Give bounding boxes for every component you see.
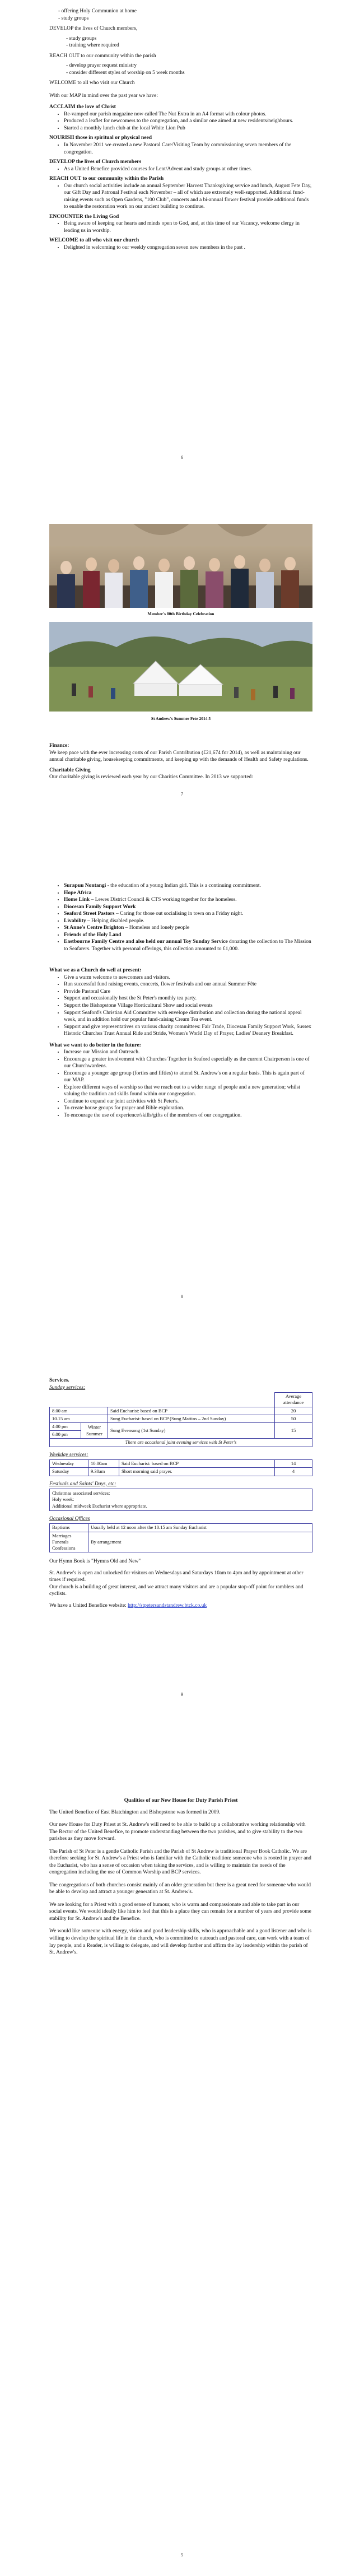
reach-sub-list xyxy=(49,62,312,76)
charity-name: Seaford Street Pastors xyxy=(64,911,115,917)
paragraph: We are looking for a Priest with a good sense of humour, who is warm and compassionate and able to take part in our social events. We would ideally like him to feel that this is a place they can remain for a number of years and provide some stability for St. Andrew's and the Benefice. xyxy=(49,1901,311,1922)
service-name: Short morning said prayer. xyxy=(119,1468,275,1476)
reach-list xyxy=(49,183,312,211)
services-heading xyxy=(49,1377,312,1384)
charity-desc: – Caring for those out socialising in town on a Friday night. xyxy=(114,911,244,917)
charity-name: Livability xyxy=(64,918,86,924)
list-item xyxy=(64,932,312,939)
list-item: • Give a warm welcome to newcomers and visitors. xyxy=(64,974,312,982)
list-item: - study groups xyxy=(66,35,312,43)
giving-heading xyxy=(49,767,312,774)
list-item: • In November 2011 we created a new Pastoral Care/Visiting Team by commissioning seven members of the congregation. xyxy=(64,142,312,156)
service-name: Sung Evensong (1st Sunday) xyxy=(108,1422,275,1438)
list-item: • Continue to expand our joint activities with St Peter's. xyxy=(64,1098,312,1105)
table-row xyxy=(50,1422,312,1430)
website-line xyxy=(49,1602,312,1610)
finance-heading xyxy=(49,742,312,750)
hymn-text: Our Hymn Book is "Hymns Old and New" xyxy=(49,1559,141,1565)
better-heading-text: What we want to do better in the future: xyxy=(49,1042,141,1048)
charity-desc: donating the collection to The Mission to Seafarers. Together with personal offerings, this collection amounted to £1,000. xyxy=(64,939,311,952)
charity-desc: – Homeless and lonely people xyxy=(124,925,190,931)
sunday-services-table xyxy=(49,1392,312,1447)
list-item: • To create house groups for prayer and Bible exploration. xyxy=(64,1105,312,1112)
joint-service-note: There are occasional joint evening services with St Peter's xyxy=(50,1439,312,1447)
page-number: 7 xyxy=(181,792,183,797)
open-text-2: Our church is a building of great interest, and we attract many visitors and are a popular stop-off point for ramblers and cyclists. xyxy=(49,1584,304,1597)
list-item: - develop prayer request ministry xyxy=(66,62,312,69)
website-link[interactable]: http://stpetersandstandrew.btck.co.uk xyxy=(128,1602,207,1608)
occasional-offices-table xyxy=(49,1523,312,1552)
charity-desc: - the education of a young Indian girl. This is a continuing commitment. xyxy=(106,883,261,889)
reach-heading-text: REACH OUT to our community within the Parish xyxy=(49,176,164,182)
festival-line: Christmas associated services: xyxy=(52,1490,110,1496)
weekday-heading xyxy=(49,1452,312,1459)
list-item: • To encourage the use of experience/skills/gifts of the members of our congregation. xyxy=(64,1112,312,1119)
service-name: Said Eucharist: based on BCP xyxy=(108,1407,275,1415)
list-item: - offering Holy Communion at home xyxy=(58,8,312,15)
list-item: • As a United Benefice provided courses for Lent/Advent and study groups at other times. xyxy=(64,166,312,173)
charity-desc: – Lewes District Council & CTS working together for the homeless. xyxy=(90,897,237,903)
list-item xyxy=(64,904,312,911)
page-6-content xyxy=(49,8,312,254)
birthday-photo-image xyxy=(49,524,312,608)
well-heading xyxy=(49,967,312,974)
weekday-services-table xyxy=(49,1459,312,1476)
charity-name: St Anne's Centre Brighton xyxy=(64,925,124,931)
summer-fete-photo xyxy=(49,622,312,712)
welcome-list xyxy=(49,244,312,252)
charity-name: Eastbourne Family Centre and also held our annual Toy Sunday Service xyxy=(64,939,228,945)
page-number: 6 xyxy=(181,455,183,460)
develop-sub-list xyxy=(49,35,312,49)
blank-cell xyxy=(108,1393,275,1407)
list-item: • Encourage a younger age group (forties and fifties) to attend St. Andrew's on a regular basis. This is again part of our MAP. xyxy=(64,1070,312,1084)
list-item: • Support Seaford's Christian Aid Committee with envelope distribution and collection during the national appeal week, and in addition hold our popular fund-raising Cream Tea event. xyxy=(64,1010,312,1024)
nourish-list xyxy=(49,142,312,156)
charity-desc: – Helping disabled people. xyxy=(86,918,144,924)
charity-list xyxy=(49,882,312,952)
charity-name: Hope Africa xyxy=(64,890,92,896)
list-item xyxy=(64,938,312,952)
list-item xyxy=(64,896,312,904)
list-item: • Explore different ways of worship so that we reach out to a wider range of people and a new generation; whilst valuing the tradition and skills found within our congregation. xyxy=(64,1084,312,1098)
better-heading xyxy=(49,1042,312,1049)
list-item: • Support and occasionally host the St Peter's monthly tea party. xyxy=(64,995,312,1002)
fete-photo-image xyxy=(49,622,312,712)
list-item xyxy=(64,910,312,918)
welcome-line: WELCOME to all who visit our Church xyxy=(49,80,135,86)
qualities-section xyxy=(49,1797,312,1962)
list-item: • Run successful fund raising events, concerts, flower festivals and our annual Summer Fête xyxy=(64,981,312,988)
service-day: Wednesday xyxy=(50,1460,88,1468)
qualities-title: Qualities of our New House for Duty Parish Priest xyxy=(124,1798,238,1803)
reach-line: REACH OUT to our community within the parish xyxy=(49,53,156,59)
charity-name: Diocesan Family Support Work xyxy=(64,904,136,910)
well-list xyxy=(49,974,312,1038)
nourish-heading-text: NOURISH those in spiritual or physical need xyxy=(49,135,152,141)
season-winter: Winter xyxy=(87,1424,101,1430)
weekday-heading-text: Weekday services: xyxy=(49,1452,88,1458)
occasional-heading xyxy=(49,1515,312,1523)
blank-cell xyxy=(50,1393,81,1407)
birthday-celebration-photo xyxy=(49,524,312,608)
acclaim-heading-text: ACCLAIM the love of Christ xyxy=(49,104,116,110)
sunday-heading xyxy=(49,1384,312,1392)
office-label: Baptisms xyxy=(50,1524,88,1532)
list-item: • Our church social activities include an annual September Harvest Thanksgiving service and lunch, August Fete Day, our Gift Day and Patronal Festival each November – all of which are extremely well-supported. Additional fund-raising events such as Open Gardens, "100 Club", concerts and a bi-annual flower festival provide additional funds to enable the restoration work on our ancient building to continue. xyxy=(64,183,312,211)
finance-section xyxy=(49,742,312,784)
page-number: 9 xyxy=(181,1692,183,1697)
develop-line: DEVELOP the lives of Church members, xyxy=(49,26,138,32)
finance-heading-text: Finance: xyxy=(49,743,69,748)
office-label: Marriages Funerals Confessions xyxy=(50,1532,88,1552)
acclaim-heading xyxy=(49,104,312,111)
festival-heading-text: Festivals and Saints' Days, etc: xyxy=(49,1481,116,1487)
service-day: Saturday xyxy=(50,1468,88,1476)
service-name: Sung Eucharist: based on BCP (Sung Mattins – 2nd Sunday) xyxy=(108,1415,275,1422)
open-text: St. Andrew's is open and unlocked for visitors on Wednesdays and Saturdays 10am to 4pm and by appointment at other times if required. xyxy=(49,1570,304,1583)
birthday-photo-caption: Member's 80th Birthday Celebration xyxy=(147,611,214,616)
encounter-list xyxy=(49,220,312,234)
nourish-heading xyxy=(49,134,312,142)
service-attendance: 4 xyxy=(275,1468,312,1476)
charity-name: Surapuu Nontangi xyxy=(64,883,106,889)
develop-heading xyxy=(49,159,312,166)
better-list xyxy=(49,1049,312,1119)
occasional-heading-text: Occasional Offices xyxy=(49,1515,90,1522)
list-item xyxy=(64,882,312,890)
list-item xyxy=(64,924,312,932)
festival-box xyxy=(49,1489,312,1511)
welcome-heading xyxy=(49,237,312,244)
list-item: - consider different styles of worship on 5 week months xyxy=(66,69,312,77)
service-time: 8.00 am xyxy=(50,1407,108,1415)
list-item: - study groups xyxy=(58,15,312,22)
festival-line: Additional midweek Eucharist where appropriate. xyxy=(52,1503,147,1509)
reach-heading xyxy=(49,175,312,183)
table-row xyxy=(50,1532,312,1552)
attendance-header: Average attendance xyxy=(275,1393,312,1407)
service-time: 6.00 pm xyxy=(50,1431,81,1439)
table-row xyxy=(50,1460,312,1468)
well-heading-text: What we as a Church do well at present: xyxy=(49,968,142,974)
table-row xyxy=(50,1439,312,1447)
services-heading-text: Services. xyxy=(49,1378,69,1383)
develop-heading-text: DEVELOP the lives of Church members xyxy=(49,159,142,165)
paragraph: We would like someone with energy, vision and good leadership skills, who is approachable and a good listener and who is willing to develop the spiritual life in the church, who is committed to outreach and pastoral care, can work with a team of lay people, and a Reader, is willing to delegate, and will develop further and affirm the lay leadership within the parish of St. Andrew's. xyxy=(49,1928,312,1956)
list-item: • Support and give representatives on various charity committees: Fair Trade, Diocesan Family Support Work, Sussex Historic Churches Trust Annual Ride and Stride, Women's World Day of Prayer, Ladies' Deanery Breakfast. xyxy=(64,1024,312,1038)
page-number: 8 xyxy=(181,1294,183,1299)
table-row xyxy=(50,1415,312,1422)
table-row xyxy=(50,1524,312,1532)
paragraph: The United Benefice of East Blatchington and Bishopstone was formed in 2009. xyxy=(49,1809,221,1815)
table-row xyxy=(50,1468,312,1476)
acclaim-list xyxy=(49,111,312,132)
season-summer: Summer xyxy=(86,1430,102,1436)
service-season xyxy=(81,1422,108,1438)
page-number: 5 xyxy=(181,2552,183,2558)
list-item: • Provide Pastoral Care xyxy=(64,988,312,996)
service-time: 10.15 am xyxy=(50,1415,108,1422)
fete-photo-caption: St Andrew's Summer Fete 2014 5 xyxy=(151,716,211,721)
list-item: • Encourage a greater involvement with Churches Together in Seaford especially as the current Chairperson is one of our Churchwardens. xyxy=(64,1056,312,1070)
website-prefix: We have a United Benefice website: xyxy=(49,1602,128,1608)
table-row xyxy=(50,1393,312,1407)
office-text: Usually held at 12 noon after the 10.15 am Sunday Eucharist xyxy=(88,1524,312,1532)
paragraph: Our new House for Duty Priest at St. Andrew's will need to be able to build up a collaborative working relationship with The Rector of the United Benefice, to promote understanding between the two parishes, and to give stability to the two parishes as they move forward. xyxy=(49,1822,306,1842)
paragraph: The congregations of both churches consist mainly of an older generation but there is a great need for someone who would be able to develop and attract a younger generation at St. Andrew's. xyxy=(49,1882,311,1895)
office-text: By arrangement xyxy=(88,1532,312,1552)
top-sub-list xyxy=(49,8,312,22)
charities-section xyxy=(49,882,312,1122)
charity-name: Home Link xyxy=(64,897,90,903)
service-time: 4.00 pm xyxy=(50,1422,81,1430)
list-item: • Delighted in welcoming to our weekly congregation seven new members in the past . xyxy=(64,244,312,252)
service-attendance: 14 xyxy=(275,1460,312,1468)
paragraph: The Parish of St Peter is a gentle Catholic Parish and the Parish of St Andrew is traditional Prayer Book Catholic. We are therefore seeking for St. Andrew's a Priest who is familiar with the Catholic tradition: someone who is rooted in prayer and the Eucharist, who has a sense of occasion when taking the services, and is willing to maintain the needs of the congregation including the use of Common Worship and BCP services. xyxy=(49,1848,311,1876)
welcome-heading-text: WELCOME to all who visit our church xyxy=(49,238,139,244)
finance-text: We keep pace with the ever increasing costs of our Parish Contribution (£21,674 for 2014), as well as maintaining our annual charitable giving, housekeeping commitments, and keeping up with the demands of Health and Safety regulations. xyxy=(49,750,309,763)
list-item: • Increase our Mission and Outreach. xyxy=(64,1049,312,1056)
develop-list xyxy=(49,166,312,173)
service-time: 10.00am xyxy=(88,1460,119,1468)
giving-heading-text: Charitable Giving xyxy=(49,767,91,773)
list-item xyxy=(64,890,312,897)
service-attendance: 50 xyxy=(275,1415,312,1422)
service-time: 9.30am xyxy=(88,1468,119,1476)
blank-cell xyxy=(81,1393,108,1407)
table-row xyxy=(50,1407,312,1415)
sunday-heading-text: Sunday services: xyxy=(49,1384,86,1391)
giving-text: Our charitable giving is reviewed each year by our Charities Committee. In 2013 we supported: xyxy=(49,774,253,780)
list-item: • Support the Bishopstone Village Horticultural Show and social events xyxy=(64,1002,312,1010)
festival-line: Holy week: xyxy=(52,1496,74,1503)
list-item: • Re-vamped our parish magazine now called The Nut Extra in an A4 format with colour photos. xyxy=(64,111,312,118)
encounter-heading xyxy=(49,213,312,221)
list-item: • Produced a leaflet for newcomers to the congregation, and a similar one aimed at new residents/neighbours. xyxy=(64,118,312,125)
list-item: • Being aware of keeping our hearts and minds open to God, and, at this time of our Vacancy, welcome clergy in leading us in worship. xyxy=(64,220,312,234)
service-attendance: 15 xyxy=(275,1422,312,1438)
list-item xyxy=(64,918,312,925)
list-item: - training where required xyxy=(66,42,312,49)
encounter-heading-text: ENCOUNTER the Living God xyxy=(49,213,119,220)
map-intro: With our MAP in mind over the past year we have: xyxy=(49,92,158,99)
service-attendance: 20 xyxy=(275,1407,312,1415)
services-section xyxy=(49,1377,312,1612)
service-name: Said Eucharist: based on BCP xyxy=(119,1460,275,1468)
charity-name: Friends of the Holy Land xyxy=(64,932,122,938)
festival-heading xyxy=(49,1481,312,1488)
list-item: • Started a monthly lunch club at the local White Lion Pub xyxy=(64,125,312,132)
